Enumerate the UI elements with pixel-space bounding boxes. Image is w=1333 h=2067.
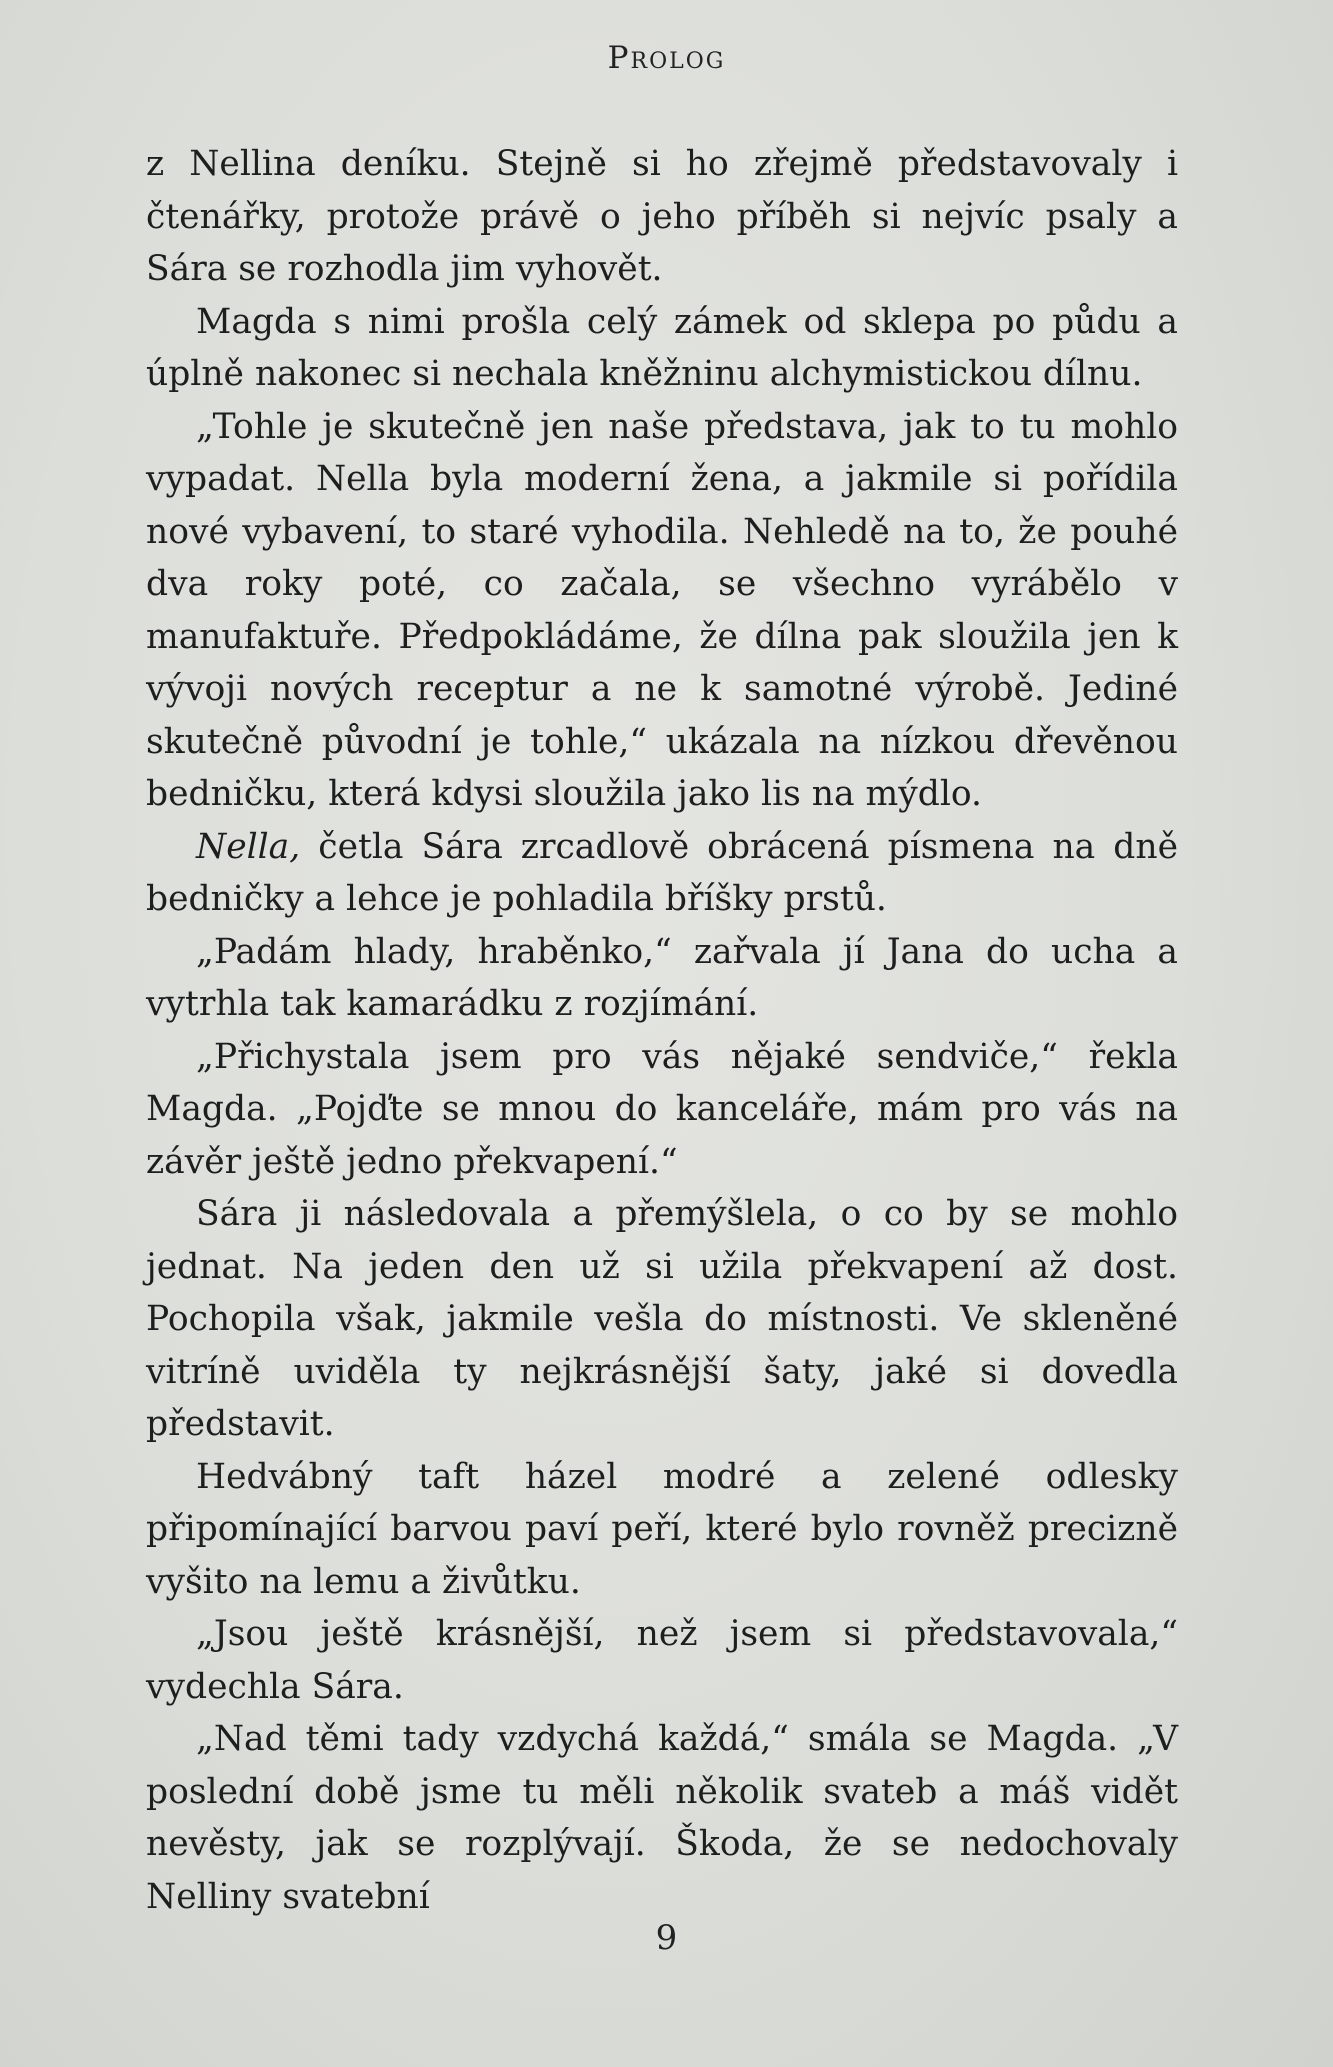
paragraph-text: „Přichystala jsem pro vás nějaké sendviče,“ řekla Magda. „Pojďte se mnou do kanceláře, mám pro vás na závěr ještě jedno překvapení.“ xyxy=(146,1036,1178,1182)
paragraph-text: „Tohle je skutečně jen naše představa, jak to tu mohlo vypadat. Nella byla moderní žena, a jakmile si pořídila nové vybavení, to staré vyhodila. Nehledě na to, že pouhé dva roky poté, co začala, se všechno vyrábělo v manufaktuře. Předpokládáme, že dílna pak sloužila jen k vývoji nových receptur a ne k samotné výrobě. Jediné skutečně původní je tohle,“ ukázala na nízkou dřevěnou bedničku, která kdysi sloužila jako lis na mýdlo. xyxy=(146,406,1178,814)
paragraph xyxy=(146,1188,1178,1451)
paragraph-text: Magda s nimi prošla celý zámek od sklepa po půdu a úplně nakonec si nechala kněžninu alchymistickou dílnu. xyxy=(146,301,1178,394)
paragraph-text: četla Sára zrcadlově obrácená písmena na dně bedničky a lehce je pohladila bříšky prstů. xyxy=(146,826,1178,919)
page-number: 9 xyxy=(655,1918,678,1958)
paragraph-text: „Nad těmi tady vzdychá každá,“ smála se Magda. „V poslední době jsme tu měli několik svateb a máš vidět nevěsty, jak se rozplývají. Škoda, že se nedochovaly Nelliny svatební xyxy=(146,1719,1178,1917)
paragraph xyxy=(146,1713,1178,1923)
running-head: Prolog xyxy=(607,40,726,76)
paragraph-text: z Nellina deníku. Stejně si ho zřejmě představovaly i čtenářky, protože právě o jeho příběh si nejvíc psaly a Sára se rozhodla jim vyhovět. xyxy=(146,144,1178,289)
paragraph-text: „Padám hlady, hraběnko,“ zařvala jí Jana do ucha a vytrhla tak kamarádku z rozjímání. xyxy=(146,931,1178,1024)
paragraph xyxy=(146,401,1178,821)
paragraph xyxy=(146,1031,1178,1189)
paragraph-text: „Jsou ještě krásnější, než jsem si představovala,“ vydechla Sára. xyxy=(146,1614,1178,1707)
paragraph xyxy=(146,821,1178,926)
paragraph xyxy=(146,138,1178,296)
italic-name: Nella, xyxy=(196,826,301,867)
paragraph-text: Sára ji následovala a přemýšlela, o co by se mohlo jednat. Na jeden den už si užila překvapení až dost. Pochopila však, jakmile vešla do místnosti. Ve skleněné vitríně uviděla ty nejkrásnější šaty, jaké si dovedla představit. xyxy=(146,1194,1178,1444)
paragraph xyxy=(146,1608,1178,1713)
paragraph xyxy=(146,1451,1178,1609)
body-text xyxy=(146,138,1178,1923)
paragraph xyxy=(146,296,1178,401)
paragraph-text: Hedvábný taft házel modré a zelené odlesky připomínající barvou paví peří, které bylo rovněž precizně vyšito na lemu a živůtku. xyxy=(146,1456,1178,1602)
paragraph xyxy=(146,926,1178,1031)
